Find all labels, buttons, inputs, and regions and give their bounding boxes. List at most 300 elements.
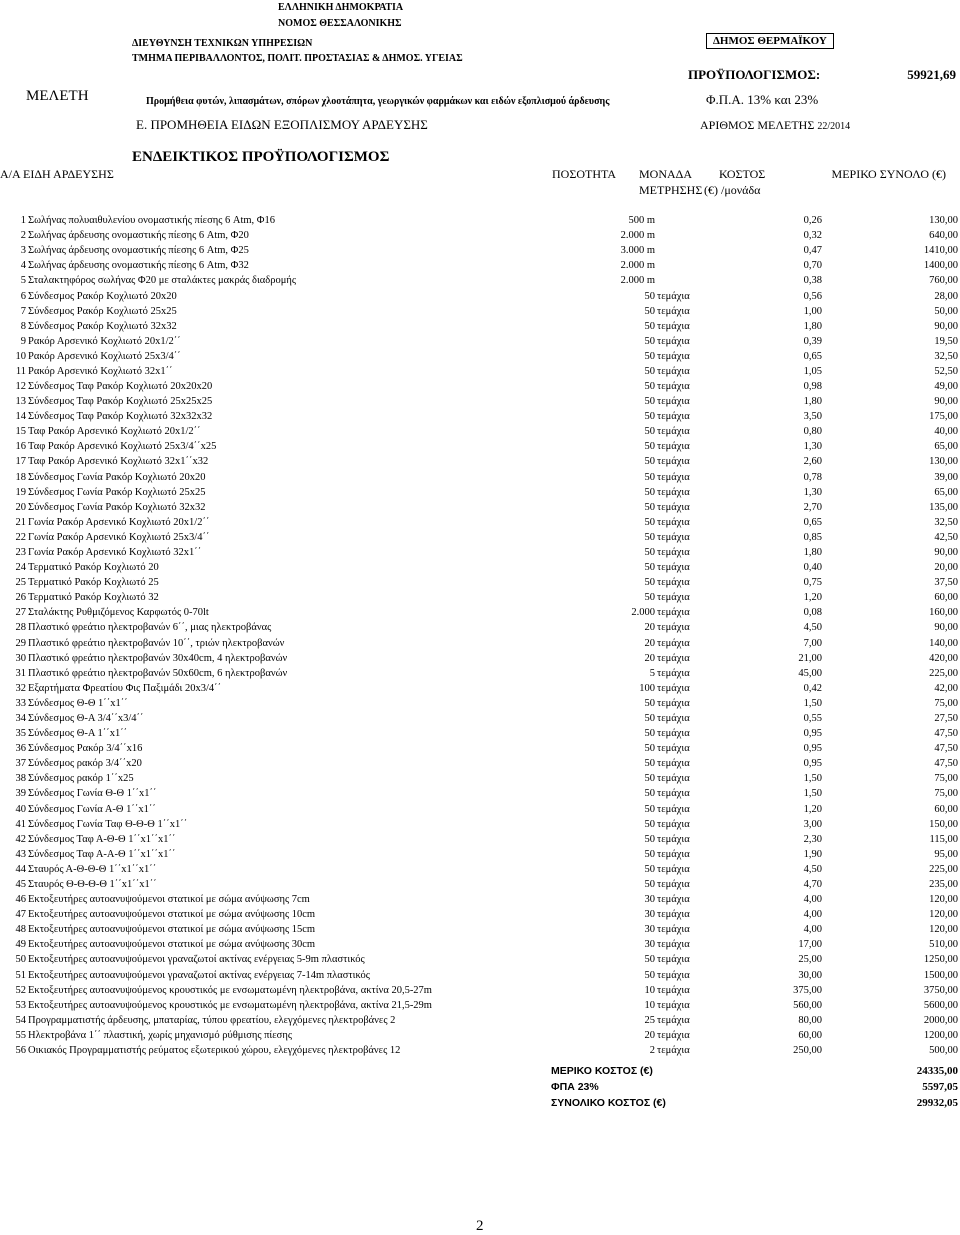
item-number: 7 <box>20 305 26 317</box>
table-row <box>0 530 960 545</box>
item-unit: τεμάχια <box>657 652 690 664</box>
item-unit-cost: 0,47 <box>803 245 822 257</box>
document-title: ΕΝΔΕΙΚΤΙΚΟΣ ΠΡΟΫΠΟΛΟΓΙΣΜΟΣ <box>132 149 390 165</box>
col-cost-line2: (€) /μονάδα <box>704 183 761 197</box>
item-unit: τεμάχια <box>657 984 690 996</box>
item-description: Σύνδεσμος Ταφ Ρακόρ Κοχλιωτό 20x20x20 <box>28 381 213 392</box>
item-number: 20 <box>15 501 26 513</box>
item-description: Γωνία Ρακόρ Αρσενικό Κοχλιωτό 25x3/4΄΄ <box>28 531 210 543</box>
item-description: Οικιακός Προγραμματιστής ρεύματος εξωτερικού χώρου, ελεγχόμενες ηλεκτροβάνες 12 <box>28 1045 401 1056</box>
item-number: 22 <box>15 531 26 543</box>
table-row <box>0 515 960 530</box>
item-unit: τεμάχια <box>657 909 690 921</box>
item-subtotal: 1400,00 <box>923 260 958 272</box>
item-quantity: 50 <box>644 697 655 709</box>
item-quantity: 50 <box>644 335 655 347</box>
table-row <box>0 786 960 801</box>
item-quantity: 50 <box>644 290 655 302</box>
header-directorate: ΔΙΕΥΘΥΝΣΗ ΤΕΧΝΙΚΩΝ ΥΠΗΡΕΣΙΩΝ <box>132 38 313 49</box>
item-unit-cost: 2,70 <box>803 501 822 513</box>
item-number: 51 <box>15 969 26 981</box>
item-unit-cost: 375,00 <box>793 984 822 996</box>
item-quantity: 50 <box>644 547 655 558</box>
table-row <box>0 620 960 635</box>
item-subtotal: 90,00 <box>934 320 958 332</box>
item-description: Σύνδεσμος Ταφ Α-Α-Θ 1΄΄x1΄΄x1΄΄ <box>28 848 176 860</box>
item-unit: τεμάχια <box>657 682 690 694</box>
item-subtotal: 130,00 <box>929 456 958 468</box>
item-subtotal: 420,00 <box>929 652 958 664</box>
item-subtotal: 42,50 <box>934 531 958 543</box>
item-quantity: 50 <box>644 471 655 483</box>
item-quantity: 50 <box>644 773 655 785</box>
item-unit: τεμάχια <box>657 833 690 845</box>
item-unit: τεμάχια <box>657 350 690 362</box>
item-unit-cost: 30,00 <box>798 969 822 981</box>
item-subtotal: 28,00 <box>934 290 958 302</box>
table-row <box>0 711 960 726</box>
item-quantity: 50 <box>644 848 655 860</box>
item-description: Ρακόρ Αρσενικό Κοχλιωτό 32x1΄΄ <box>28 365 173 377</box>
item-number: 25 <box>15 577 26 589</box>
item-subtotal: 49,00 <box>934 381 958 392</box>
item-subtotal: 225,00 <box>929 667 958 679</box>
item-unit-cost: 250,00 <box>793 1045 822 1056</box>
table-row <box>0 470 960 485</box>
item-unit-cost: 2,30 <box>803 833 822 845</box>
item-description: Σύνδεσμος Γωνία Θ-Θ 1΄΄x1΄΄ <box>28 788 157 800</box>
table-row <box>0 1028 960 1043</box>
table-row <box>0 832 960 847</box>
table-row <box>0 817 960 832</box>
item-quantity: 50 <box>644 350 655 362</box>
item-number: 56 <box>15 1045 26 1056</box>
item-subtotal: 640,00 <box>929 230 958 242</box>
item-quantity: 30 <box>644 894 655 905</box>
item-subtotal: 1250,00 <box>923 954 958 966</box>
item-subtotal: 37,50 <box>934 577 958 589</box>
item-unit-cost: 1,90 <box>803 848 822 860</box>
item-number: 21 <box>15 516 26 528</box>
table-row <box>0 273 960 288</box>
table-row <box>0 907 960 922</box>
table-row <box>0 454 960 469</box>
item-description: Γωνία Ρακόρ Αρσενικό Κοχλιωτό 32x1΄΄ <box>28 547 202 558</box>
item-unit: τεμάχια <box>657 713 690 724</box>
item-quantity: 50 <box>644 863 655 875</box>
item-unit: τεμάχια <box>657 969 690 981</box>
item-subtotal: 150,00 <box>929 818 958 830</box>
item-unit: τεμάχια <box>657 758 690 770</box>
item-subtotal: 120,00 <box>929 909 958 921</box>
item-description: Σωλήνας άρδευσης ονομαστικής πίεσης 6 Atm, Φ25 <box>28 245 249 257</box>
item-description: Ηλεκτροβάνα 1΄΄ πλαστική, χωρίς μηχανισμό ρύθμισης πίεσης <box>28 1029 292 1041</box>
item-description: Σύνδεσμος Ρακόρ Κοχλιωτό 25x25 <box>28 305 177 317</box>
col-subtotal: ΜΕΡΙΚΟ ΣΥΝΟΛΟ (€) <box>831 167 946 181</box>
item-description: Εκτοξευτήρες αυτοανυψούμενοι στατικοί με σώμα ανύψωσης 30cm <box>28 939 316 951</box>
item-number: 14 <box>15 411 26 423</box>
table-row <box>0 636 960 651</box>
item-subtotal: 60,00 <box>934 803 958 815</box>
item-number: 17 <box>15 456 26 468</box>
table-row <box>0 590 960 605</box>
item-subtotal: 75,00 <box>934 697 958 709</box>
item-description: Εκτοξευτήρες αυτοανυψούμενοι στατικοί με σώμα ανύψωσης 10cm <box>28 909 316 921</box>
item-subtotal: 47,50 <box>934 728 958 740</box>
col-unit-line1: ΜΟΝΑΔΑ <box>639 167 693 181</box>
item-unit-cost: 0,98 <box>803 381 822 392</box>
item-subtotal: 39,00 <box>934 471 958 483</box>
item-subtotal: 40,00 <box>934 426 958 438</box>
item-description: Ταφ Ρακόρ Αρσενικό Κοχλιωτό 32x1΄΄x32 <box>28 456 209 468</box>
item-quantity: 3.000 m <box>620 245 655 257</box>
item-unit: τεμάχια <box>657 396 690 408</box>
item-description: Τερματικό Ρακόρ Κοχλιωτό 25 <box>28 577 159 589</box>
item-number: 39 <box>15 788 26 800</box>
item-unit-cost: 0,38 <box>803 275 822 287</box>
item-quantity: 50 <box>644 577 655 589</box>
table-row <box>0 681 960 696</box>
table-row <box>0 741 960 756</box>
item-unit: τεμάχια <box>657 803 690 815</box>
item-subtotal: 90,00 <box>934 622 958 634</box>
item-quantity: 50 <box>644 758 655 770</box>
item-number: 19 <box>15 486 26 498</box>
item-unit: τεμάχια <box>657 1029 690 1041</box>
item-number: 13 <box>15 396 26 408</box>
item-subtotal: 32,50 <box>934 516 958 528</box>
item-unit-cost: 0,65 <box>803 516 822 528</box>
item-number: 12 <box>15 381 26 392</box>
table-row <box>0 756 960 771</box>
item-unit-cost: 4,50 <box>803 622 822 634</box>
table-row <box>0 424 960 439</box>
item-quantity: 50 <box>644 803 655 815</box>
item-description: Σύνδεσμος Ρακόρ Κοχλιωτό 20x20 <box>28 290 177 302</box>
item-description: Σωλήνας άρδευσης ονομαστικής πίεσης 6 Atm, Φ32 <box>28 260 249 272</box>
table-row <box>0 228 960 243</box>
budget-label: ΠΡΟΫΠΟΛΟΓΙΣΜΟΣ: <box>688 67 821 82</box>
item-subtotal: 60,00 <box>934 592 958 604</box>
item-quantity: 20 <box>644 1029 655 1041</box>
item-unit-cost: 1,80 <box>803 320 822 332</box>
table-row <box>0 304 960 319</box>
item-subtotal: 160,00 <box>929 607 958 619</box>
item-subtotal: 90,00 <box>934 396 958 408</box>
item-subtotal: 1200,00 <box>923 1029 958 1041</box>
table-row <box>0 968 960 983</box>
item-unit-cost: 25,00 <box>798 954 822 966</box>
item-subtotal: 120,00 <box>929 924 958 936</box>
item-number: 4 <box>20 260 26 272</box>
item-number: 1 <box>20 215 26 226</box>
table-row <box>0 500 960 515</box>
item-unit: τεμάχια <box>657 1014 690 1026</box>
item-unit-cost: 0,85 <box>803 531 822 543</box>
item-unit-cost: 1,50 <box>803 773 822 785</box>
item-unit-cost: 7,00 <box>803 637 822 649</box>
item-number: 6 <box>20 290 26 302</box>
item-quantity: 50 <box>644 743 655 755</box>
item-description: Σύνδεσμος Ταφ Α-Θ-Θ 1΄΄x1΄΄x1΄΄ <box>28 833 176 845</box>
item-unit: τεμάχια <box>657 411 690 423</box>
item-number: 53 <box>15 999 26 1011</box>
item-quantity: 50 <box>644 365 655 377</box>
item-subtotal: 47,50 <box>934 743 958 755</box>
table-row <box>0 394 960 409</box>
study-number: 22/2014 <box>817 121 851 132</box>
item-subtotal: 510,00 <box>929 939 958 951</box>
item-number: 48 <box>15 924 26 936</box>
table-row <box>0 560 960 575</box>
item-unit: τεμάχια <box>657 954 690 966</box>
item-quantity: 20 <box>644 652 655 664</box>
item-subtotal: 50,00 <box>934 305 958 317</box>
item-quantity: 2.000 m <box>620 275 655 287</box>
item-unit: τεμάχια <box>657 426 690 438</box>
table-row <box>0 575 960 590</box>
item-description: Πλαστικό φρεάτιο ηλεκτροβανών 10΄΄, τριών ηλεκτροβανών <box>28 637 285 649</box>
item-unit: τεμάχια <box>657 1045 690 1056</box>
item-number: 47 <box>15 909 26 921</box>
header-country: ΕΛΛΗΝΙΚΗ ΔΗΜΟΚΡΑΤΙΑ <box>278 2 404 13</box>
subtotal-value: 24335,00 <box>916 1065 958 1077</box>
item-unit: τεμάχια <box>657 577 690 589</box>
table-row <box>0 605 960 620</box>
study-label: ΜΕΛΕΤΗ <box>26 88 89 104</box>
subtotal-row <box>551 1063 958 1079</box>
table-row <box>0 771 960 786</box>
table-row <box>0 937 960 952</box>
table-row <box>0 379 960 394</box>
item-unit: τεμάχια <box>657 924 690 936</box>
item-unit: τεμάχια <box>657 531 690 543</box>
item-unit-cost: 0,95 <box>803 728 822 740</box>
item-subtotal: 2000,00 <box>923 1014 958 1026</box>
item-unit-cost: 0,70 <box>803 260 822 272</box>
table-row <box>0 289 960 304</box>
item-description: Εκτοξευτήρες αυτοανυψούμενος κρουστικός με ενσωματωμένη ηλεκτροβάνα, ακτίνα 21,5-29m <box>28 999 432 1011</box>
item-quantity: 20 <box>644 637 655 649</box>
item-quantity: 30 <box>644 909 655 921</box>
item-unit-cost: 2,60 <box>803 456 822 468</box>
table-row <box>0 349 960 364</box>
item-description: Σύνδεσμος ρακόρ 1΄΄x25 <box>28 773 134 785</box>
item-unit: τεμάχια <box>657 441 690 453</box>
item-description: Σύνδεσμος Ταφ Ρακόρ Κοχλιωτό 32x32x32 <box>28 411 213 423</box>
header-department: ΤΜΗΜΑ ΠΕΡΙΒΑΛΛΟΝΤΟΣ, ΠΟΛΙΤ. ΠΡΟΣΤΑΣΙΑΣ & ΔΗΜΟΣ. ΥΓΕΙΑΣ <box>132 53 463 64</box>
grand-total-row <box>551 1095 958 1111</box>
item-unit: τεμάχια <box>657 547 690 558</box>
item-unit: τεμάχια <box>657 697 690 709</box>
table-row <box>0 439 960 454</box>
item-number: 34 <box>15 713 26 724</box>
item-description: Σύνδεσμος Ταφ Ρακόρ Κοχλιωτό 25x25x25 <box>28 396 213 408</box>
item-unit-cost: 45,00 <box>798 667 822 679</box>
item-number: 15 <box>15 426 26 438</box>
item-unit-cost: 0,95 <box>803 743 822 755</box>
item-unit-cost: 0,65 <box>803 350 822 362</box>
item-number: 52 <box>15 984 26 996</box>
item-subtotal: 3750,00 <box>923 984 958 996</box>
item-description: Πλαστικό φρεάτιο ηλεκτροβανών 6΄΄, μιας ηλεκτροβάνας <box>28 622 272 634</box>
item-subtotal: 5600,00 <box>923 999 958 1011</box>
col-unit <box>639 167 692 182</box>
grand-total-label: ΣΥΝΟΛΙΚΟ ΚΟΣΤΟΣ (€) <box>551 1097 666 1109</box>
item-subtotal: 130,00 <box>929 215 958 226</box>
item-unit-cost: 4,70 <box>803 879 822 890</box>
item-quantity: 50 <box>644 592 655 604</box>
item-subtotal: 500,00 <box>929 1045 958 1056</box>
vat-label: Φ.Π.Α. 13% και 23% <box>706 92 819 107</box>
item-unit: τεμάχια <box>657 848 690 860</box>
item-number: 9 <box>20 335 26 347</box>
item-quantity: 50 <box>644 320 655 332</box>
item-unit-cost: 21,00 <box>798 652 822 664</box>
item-number: 54 <box>15 1014 26 1026</box>
item-description: Εκτοξευτήρες αυτοανυψούμενοι στατικοί με σώμα ανύψωσης 7cm <box>28 894 310 905</box>
table-row <box>0 409 960 424</box>
item-number: 26 <box>15 592 26 604</box>
item-number: 29 <box>15 637 26 649</box>
item-number: 16 <box>15 441 26 453</box>
item-unit-cost: 60,00 <box>798 1029 822 1041</box>
item-number: 37 <box>15 758 26 770</box>
table-row <box>0 545 960 560</box>
table-row <box>0 1043 960 1058</box>
item-number: 3 <box>20 245 26 257</box>
table-row <box>0 485 960 500</box>
item-quantity: 50 <box>644 305 655 317</box>
item-unit: τεμάχια <box>657 894 690 905</box>
item-subtotal: 1500,00 <box>923 969 958 981</box>
table-row <box>0 213 960 228</box>
item-unit: τεμάχια <box>657 516 690 528</box>
item-number: 23 <box>15 547 26 558</box>
item-quantity: 50 <box>644 954 655 966</box>
item-subtotal: 135,00 <box>929 501 958 513</box>
item-subtotal: 120,00 <box>929 894 958 905</box>
item-number: 33 <box>15 697 26 709</box>
item-unit: τεμάχια <box>657 607 690 619</box>
item-number: 2 <box>20 230 26 242</box>
item-description: Τερματικό Ρακόρ Κοχλιωτό 32 <box>28 592 159 604</box>
item-number: 18 <box>15 471 26 483</box>
item-subtotal: 75,00 <box>934 773 958 785</box>
item-number: 41 <box>15 818 26 830</box>
table-row <box>0 847 960 862</box>
item-unit-cost: 1,50 <box>803 788 822 800</box>
subtotal-label: ΜΕΡΙΚΟ ΚΟΣΤΟΣ (€) <box>551 1065 653 1077</box>
item-unit-cost: 0,78 <box>803 471 822 483</box>
item-number: 27 <box>15 607 26 619</box>
item-description: Τερματικό Ρακόρ Κοχλιωτό 20 <box>28 562 159 574</box>
section-title: Ε. ΠΡΟΜΗΘΕΙΑ ΕΙΔΩΝ ΕΞΟΠΛΙΣΜΟΥ ΑΡΔΕΥΣΗΣ <box>136 117 428 132</box>
item-unit-cost: 3,50 <box>803 411 822 423</box>
col-unit-line2-text: ΜΕΤΡΗΣΗΣ <box>639 183 703 197</box>
item-description: Σύνδεσμος Γωνία Ρακόρ Κοχλιωτό 20x20 <box>28 471 206 483</box>
item-description: Σύνδεσμος Γωνία Ρακόρ Κοχλιωτό 32x32 <box>28 501 206 513</box>
item-unit-cost: 3,00 <box>803 818 822 830</box>
item-quantity: 2.000 <box>631 607 655 619</box>
item-unit: τεμάχια <box>657 622 690 634</box>
item-quantity: 50 <box>644 501 655 513</box>
item-number: 45 <box>15 879 26 890</box>
item-unit-cost: 0,26 <box>803 215 822 226</box>
item-unit-cost: 0,39 <box>803 335 822 347</box>
item-description: Σύνδεσμος ρακόρ 3/4΄΄x20 <box>28 758 142 770</box>
col-item: Α/Α ΕΙΔΗ ΑΡΔΕΥΣΗΣ <box>0 167 114 181</box>
item-quantity: 10 <box>644 999 655 1011</box>
item-quantity: 2.000 m <box>620 260 655 272</box>
item-unit-cost: 1,20 <box>803 592 822 604</box>
item-subtotal: 115,00 <box>929 833 958 845</box>
item-subtotal: 32,50 <box>934 350 958 362</box>
item-subtotal: 27,50 <box>934 713 958 724</box>
item-unit-cost: 0,75 <box>803 577 822 589</box>
item-unit-cost: 0,08 <box>803 607 822 619</box>
item-quantity: 50 <box>644 411 655 423</box>
item-number: 38 <box>15 773 26 785</box>
table-row <box>0 243 960 258</box>
item-subtotal: 225,00 <box>929 863 958 875</box>
item-quantity: 50 <box>644 456 655 468</box>
item-description: Γωνία Ρακόρ Αρσενικό Κοχλιωτό 20x1/2΄΄ <box>28 516 210 528</box>
table-row <box>0 651 960 666</box>
item-description: Σταλακτηφόρος σωλήνας Φ20 με σταλάκτες μακράς διαδρομής <box>28 275 296 287</box>
item-unit-cost: 0,95 <box>803 758 822 770</box>
item-quantity: 50 <box>644 833 655 845</box>
item-subtotal: 235,00 <box>929 879 958 890</box>
table-row <box>0 983 960 998</box>
item-unit: τεμάχια <box>657 456 690 468</box>
item-description: Σταυρός Θ-Θ-Θ-Θ 1΄΄x1΄΄x1΄΄ <box>28 879 157 890</box>
item-quantity: 50 <box>644 516 655 528</box>
table-row <box>0 1013 960 1028</box>
item-unit: τεμάχια <box>657 788 690 800</box>
item-number: 46 <box>15 894 26 905</box>
item-unit-cost: 4,00 <box>803 924 822 936</box>
item-number: 49 <box>15 939 26 951</box>
item-description: Σύνδεσμος Γωνία Ρακόρ Κοχλιωτό 25x25 <box>28 486 206 498</box>
item-unit-cost: 0,56 <box>803 290 822 302</box>
table-row <box>0 364 960 379</box>
item-unit: τεμάχια <box>657 863 690 875</box>
item-number: 44 <box>15 863 26 875</box>
item-unit-cost: 0,42 <box>803 682 822 694</box>
item-description: Ταφ Ρακόρ Αρσενικό Κοχλιωτό 20x1/2΄΄ <box>28 426 201 438</box>
item-unit-cost: 0,55 <box>803 713 822 724</box>
item-unit-cost: 1,30 <box>803 486 822 498</box>
item-unit: τεμάχια <box>657 773 690 785</box>
budget-value: 59921,69 <box>907 67 956 82</box>
item-number: 55 <box>15 1029 26 1041</box>
item-number: 40 <box>15 803 26 815</box>
item-subtotal: 95,00 <box>934 848 958 860</box>
item-unit-cost: 1,00 <box>803 305 822 317</box>
item-number: 30 <box>15 652 26 664</box>
item-description: Σταυρός Α-Θ-Θ-Θ 1΄΄x1΄΄x1΄΄ <box>28 863 157 875</box>
item-description: Πλαστικό φρεάτιο ηλεκτροβανών 30x40cm, 4 ηλεκτροβανών <box>28 652 288 664</box>
item-description: Εκτοξευτήρες αυτοανυψούμενοι γραναζωτοί ακτίνας ενέργειας 7-14m πλαστικός <box>28 969 370 981</box>
item-unit-cost: 1,80 <box>803 547 822 558</box>
page-number: 2 <box>476 1218 484 1234</box>
study-number-label <box>700 118 850 133</box>
item-description: Πλαστικό φρεάτιο ηλεκτροβανών 50x60cm, 6 ηλεκτροβανών <box>28 667 288 679</box>
item-number: 28 <box>15 622 26 634</box>
item-unit-cost: 560,00 <box>793 999 822 1011</box>
item-quantity: 100 <box>639 682 655 694</box>
